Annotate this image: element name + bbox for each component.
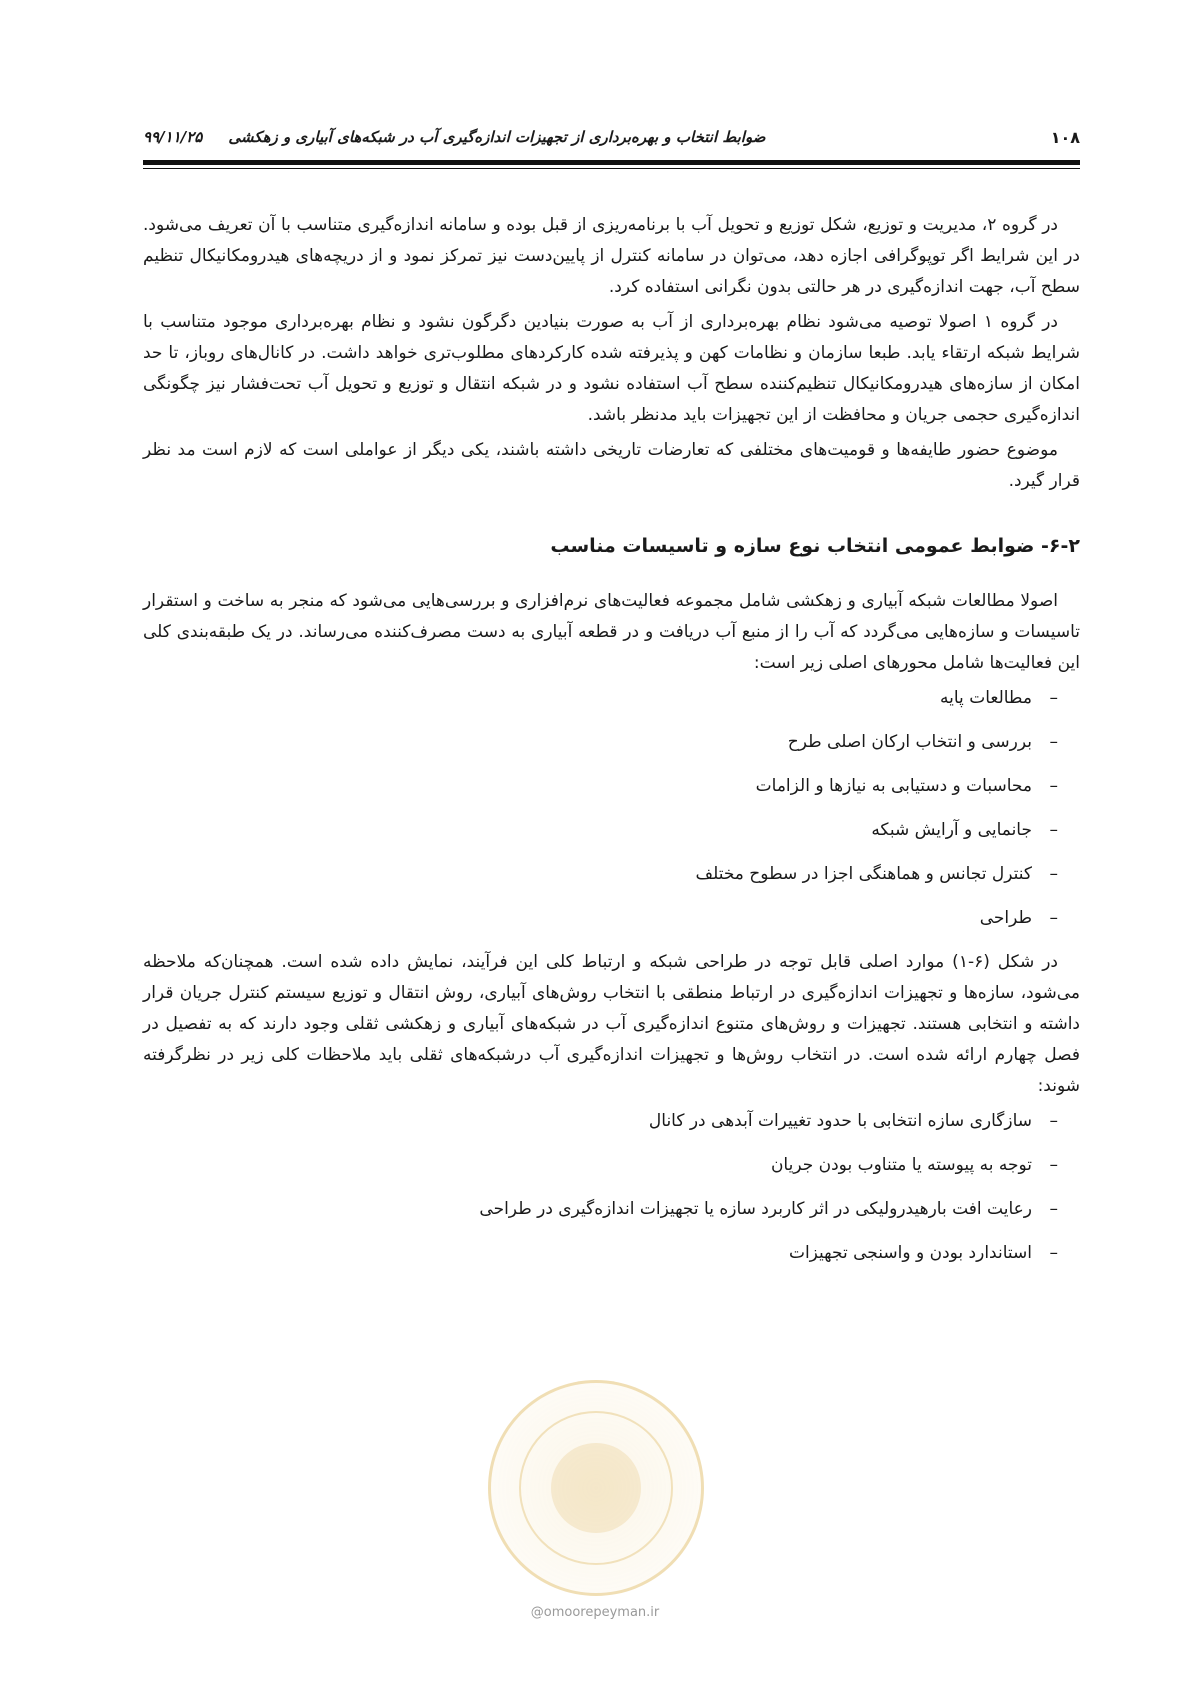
watermark-emblem-icon (551, 1443, 641, 1533)
list-item (143, 815, 1058, 845)
header-rule-thick (143, 160, 1080, 165)
paragraph: در شکل (۶-۱) موارد اصلی قابل توجه در طراحی شبکه و ارتباط کلی این فرآیند، نمایش داده شده است. همچنان‌که ملاحظه می‌شود، سازه‌ها و تجهیزات اندازه‌گیری در ارتباط منطقی با انتخاب روش‌های آبیاری، روش انتقال و توزیع سیستم کنترل جریان قرار داشته و انتخابی هستند. تجهیزات و روش‌های متنوع اندازه‌گیری آب در شبکه‌های آبیاری و زهکشی ثقلی وجود دارند که به تفصیل در فصل چهارم ارائه شده است. در انتخاب روش‌ها و تجهیزات اندازه‌گیری آب درشبکه‌های ثقلی باید ملاحظات کلی زیر در نظرگرفته شوند: (143, 952, 1080, 1096)
dash-marker: – (1049, 1155, 1058, 1175)
list-item (143, 1106, 1058, 1136)
bullet-list-activities (143, 683, 1080, 933)
running-title-date: ۹۹/۱۱/۲۵ (143, 128, 203, 146)
dash-marker: – (1049, 1199, 1058, 1219)
dash-marker: – (1049, 908, 1058, 928)
list-item-text: توجه به پیوسته یا متناوب بودن جریان (770, 1155, 1032, 1175)
paragraph: در گروه ۲، مدیریت و توزیع، شکل توزیع و تحویل آب با برنامه‌ریزی از قبل بوده و سامانه اندازه‌گیری متناسب با آن تعریف می‌شود. در این شرایط اگر توپوگرافی اجازه دهد، می‌توان در سامانه کنترل از پایین‌دست نیز تمرکز نمود و از دریچه‌های هیدرومکانیکال تنظیم سطح آب، جهت اندازه‌گیری در هر حالتی بدون نگرانی استفاده کرد. (143, 215, 1080, 297)
dash-marker: – (1049, 1243, 1058, 1263)
dash-marker: – (1049, 864, 1058, 884)
dash-marker: – (1049, 688, 1058, 708)
dash-marker: – (1049, 776, 1058, 796)
paragraph: در گروه ۱ اصولا توصیه می‌شود نظام بهره‌برداری از آب به صورت بنیادین دگرگون نشود و نظام بهره‌برداری موجود متناسب با شرایط شبکه ارتقاء یابد. طبعا سازمان و نظامات کهن و پذیرفته شده کارکردهای مطلوب‌تری خواهد داشت. در کانال‌های روباز، تا حد امکان از سازه‌های هیدرومکانیکال تنظیم‌کننده سطح آب استفاده نشود و در شبکه انتقال و توزیع و تحویل آب تحت‌فشار نیز چگونگی اندازه‌گیری حجمی جریان و محافظت از این تجهیزات باید مدنظر باشد. (143, 312, 1080, 425)
list-item (143, 683, 1058, 713)
list-item-text: بررسی و انتخاب ارکان اصلی طرح (787, 732, 1032, 752)
page-header (143, 124, 1080, 154)
watermark-seal-logo (488, 1380, 704, 1596)
list-item-text: کنترل تجانس و هماهنگی اجزا در سطوح مختلف (695, 864, 1032, 884)
list-item-text: سازگاری سازه انتخابی با حدود تغییرات آبدهی در کانال (648, 1111, 1032, 1131)
dash-marker: – (1049, 732, 1058, 752)
list-item (143, 1150, 1058, 1180)
list-item (143, 727, 1058, 757)
running-title (143, 128, 765, 146)
paragraph: اصولا مطالعات شبکه آبیاری و زهکشی شامل مجموعه فعالیت‌های نرم‌افزاری و بررسی‌هایی می‌شود که منجر به ساخت و استقرار تاسیسات و سازه‌هایی می‌گردد که آب را از منبع آب دریافت و در قطعه آبیاری به دست مصرف‌کننده می‌رساند. در یک طبقه‌بندی کلی این فعالیت‌ها شامل محورهای اصلی زیر است: (143, 591, 1080, 673)
list-item-text: جانمایی و آرایش شبکه (871, 820, 1032, 840)
running-title-text: ضوابط انتخاب و بهره‌برداری از تجهیزات اندازه‌گیری آب در شبکه‌های آبیاری و زهکشی (228, 128, 766, 146)
paragraph: موضوع حضور طایفه‌ها و قومیت‌های مختلفی که تعارضات تاریخی داشته باشند، یکی دیگر از عواملی است که لازم است مد نظر قرار گیرد. (143, 440, 1080, 491)
list-item (143, 1238, 1058, 1268)
list-item-text: مطالعات پایه (940, 688, 1032, 708)
dash-marker: – (1049, 1111, 1058, 1131)
list-item (143, 771, 1058, 801)
page-body (143, 210, 1080, 1282)
list-item (143, 903, 1058, 933)
watermark-url: @omoorepeyman.ir (530, 1605, 660, 1620)
list-item (143, 1194, 1058, 1224)
bullet-list-considerations (143, 1106, 1080, 1268)
list-item-text: محاسبات و دستیابی به نیازها و الزامات (755, 776, 1032, 796)
list-item-text: طراحی (979, 908, 1032, 928)
section-heading: ۶-۲- ضوابط عمومی انتخاب نوع سازه و تاسیسات مناسب (550, 535, 1080, 557)
list-item-text: استاندارد بودن و واسنجی تجهیزات (788, 1243, 1032, 1263)
list-item-text: رعایت افت بارهیدرولیکی در اثر کاربرد سازه یا تجهیزات اندازه‌گیری در طراحی (479, 1199, 1032, 1219)
header-rule-thin (143, 168, 1080, 169)
dash-marker: – (1049, 820, 1058, 840)
list-item (143, 859, 1058, 889)
page-number: ۱۰۸ (1050, 128, 1080, 147)
